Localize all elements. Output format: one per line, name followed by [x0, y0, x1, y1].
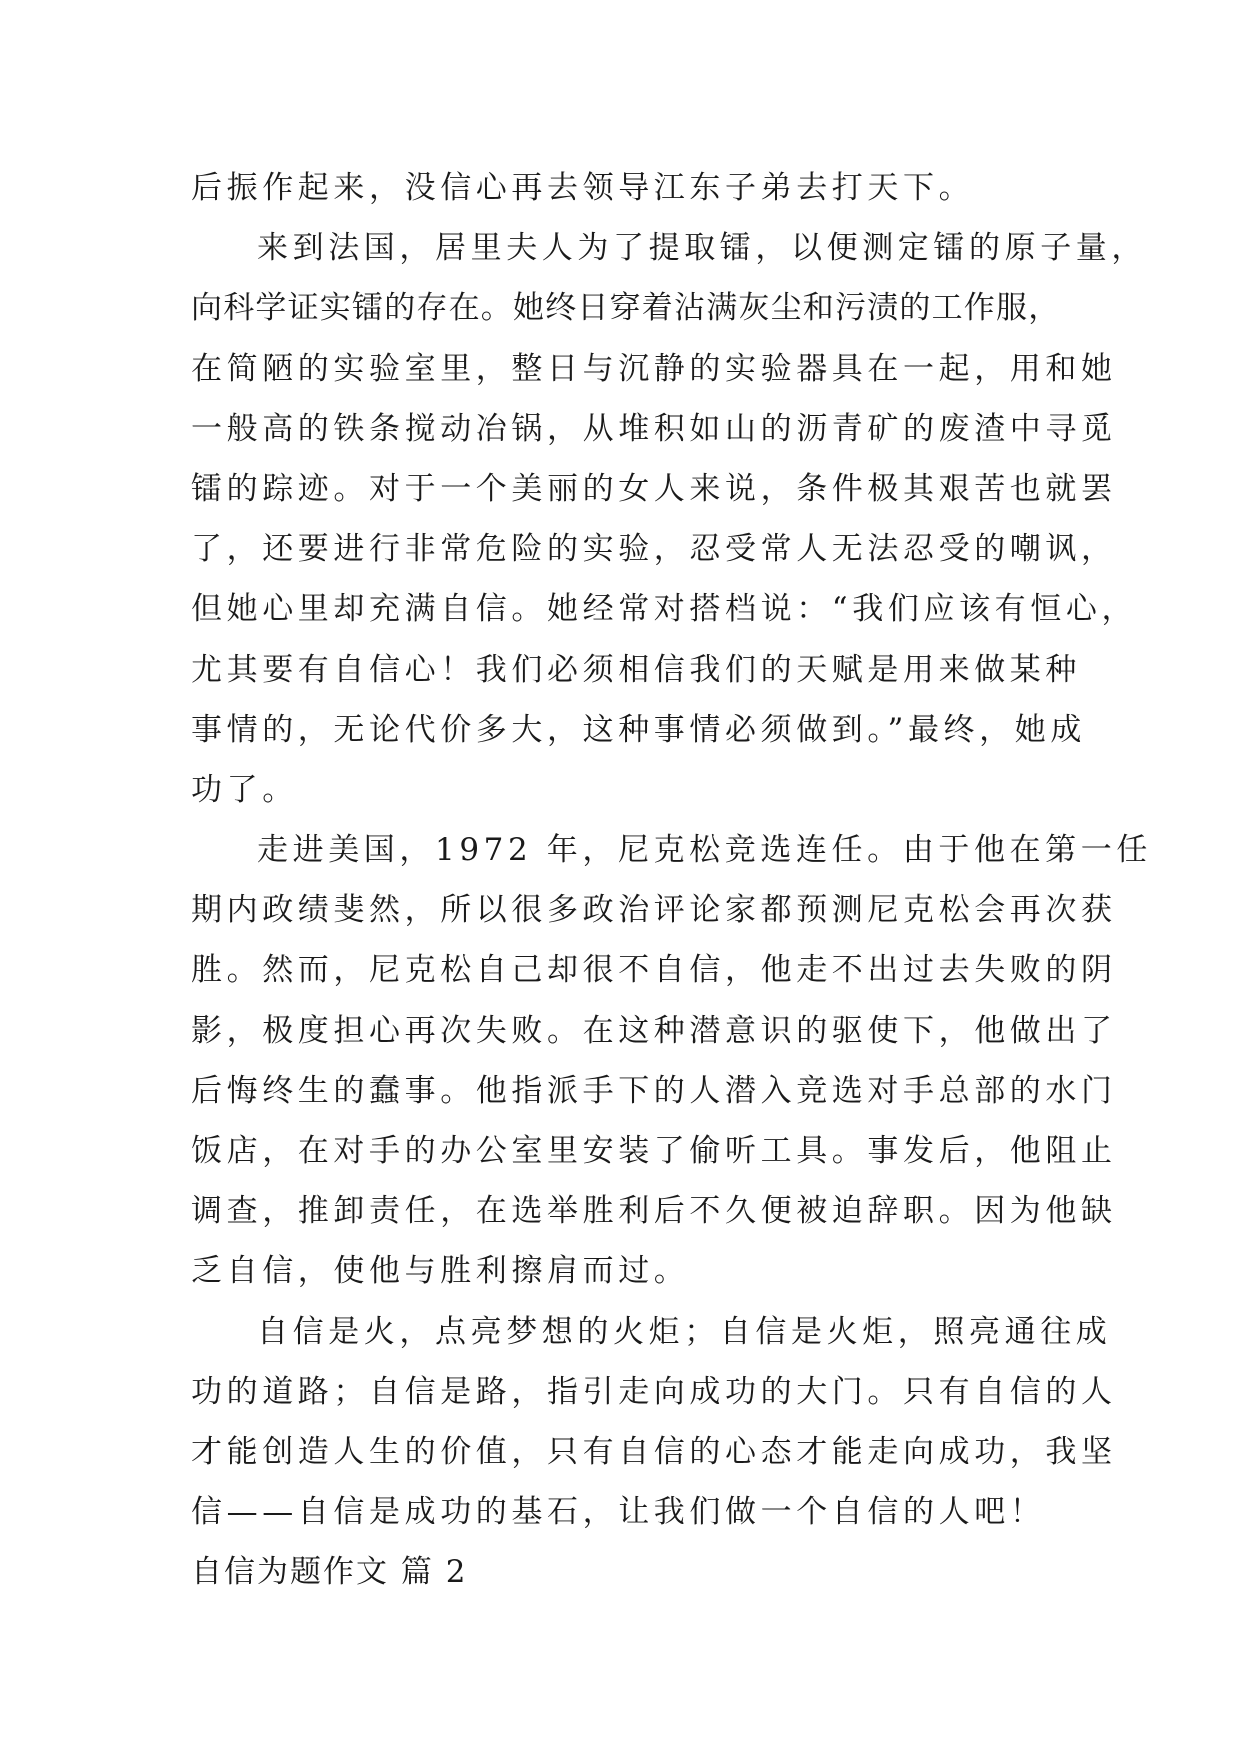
paragraph-start-line: 走进美国，1972 年，尼克松竞选连任。由于他在第一任	[257, 832, 1152, 869]
text-line: 影，极度担心再次失败。在这种潜意识的驱使下，他做出了	[191, 1012, 1117, 1049]
text-line: 功的道路；自信是路，指引走向成功的大门。只有自信的人	[191, 1373, 1117, 1410]
text-line: 一般高的铁条搅动冶锅，从堆积如山的沥青矿的废渣中寻觅	[191, 410, 1117, 447]
text-line: 信——自信是成功的基石，让我们做一个自信的人吧！	[191, 1494, 1046, 1531]
text-line: 向科学证实镭的存在。她终日穿着沾满灰尘和污渍的工作服，	[191, 290, 1061, 327]
text-line: 了，还要进行非常危险的实验，忍受常人无法忍受的嘲讽，	[191, 531, 1117, 568]
text-line: 胜。然而，尼克松自己却很不自信，他走不出过去失败的阴	[191, 952, 1117, 989]
text-line: 期内政绩斐然，所以很多政治评论家都预测尼克松会再次获	[191, 892, 1117, 929]
text-line: 在简陋的实验室里，整日与沉静的实验器具在一起，用和她	[191, 350, 1117, 387]
text-line: 事情的，无论代价多大，这种事情必须做到。”最终，她成	[191, 711, 1086, 748]
text-line: 后振作起来，没信心再去领导江东子弟去打天下。	[191, 170, 975, 206]
paragraph-start-line: 来到法国，居里夫人为了提取镭，以便测定镭的原子量，	[257, 230, 1147, 267]
text-line: 尤其要有自信心！我们必须相信我们的天赋是用来做某种	[191, 651, 1081, 688]
text-line: 调查，推卸责任，在选举胜利后不久便被迫辞职。因为他缺	[191, 1193, 1117, 1230]
text-line: 镭的踪迹。对于一个美丽的女人来说，条件极其艰苦也就罢	[191, 470, 1117, 507]
section-heading: 自信为题作文 篇 2	[191, 1554, 468, 1591]
paragraph-start-line: 自信是火，点亮梦想的火炬；自信是火炬，照亮通往成	[257, 1313, 1112, 1350]
text-line: 功了。	[191, 771, 298, 808]
text-line: 但她心里却充满自信。她经常对搭档说：“我们应该有恒心，	[191, 591, 1138, 628]
text-line: 乏自信，使他与胜利擦肩而过。	[191, 1253, 690, 1290]
text-line: 后悔终生的蠢事。他指派手下的人潜入竞选对手总部的水门	[191, 1072, 1117, 1109]
essay-body	[191, 158, 1152, 1603]
text-line: 饭店，在对手的办公室里安装了偷听工具。事发后，他阻止	[191, 1133, 1117, 1169]
text-line: 才能创造人生的价值，只有自信的心态才能走向成功，我坚	[191, 1433, 1117, 1470]
